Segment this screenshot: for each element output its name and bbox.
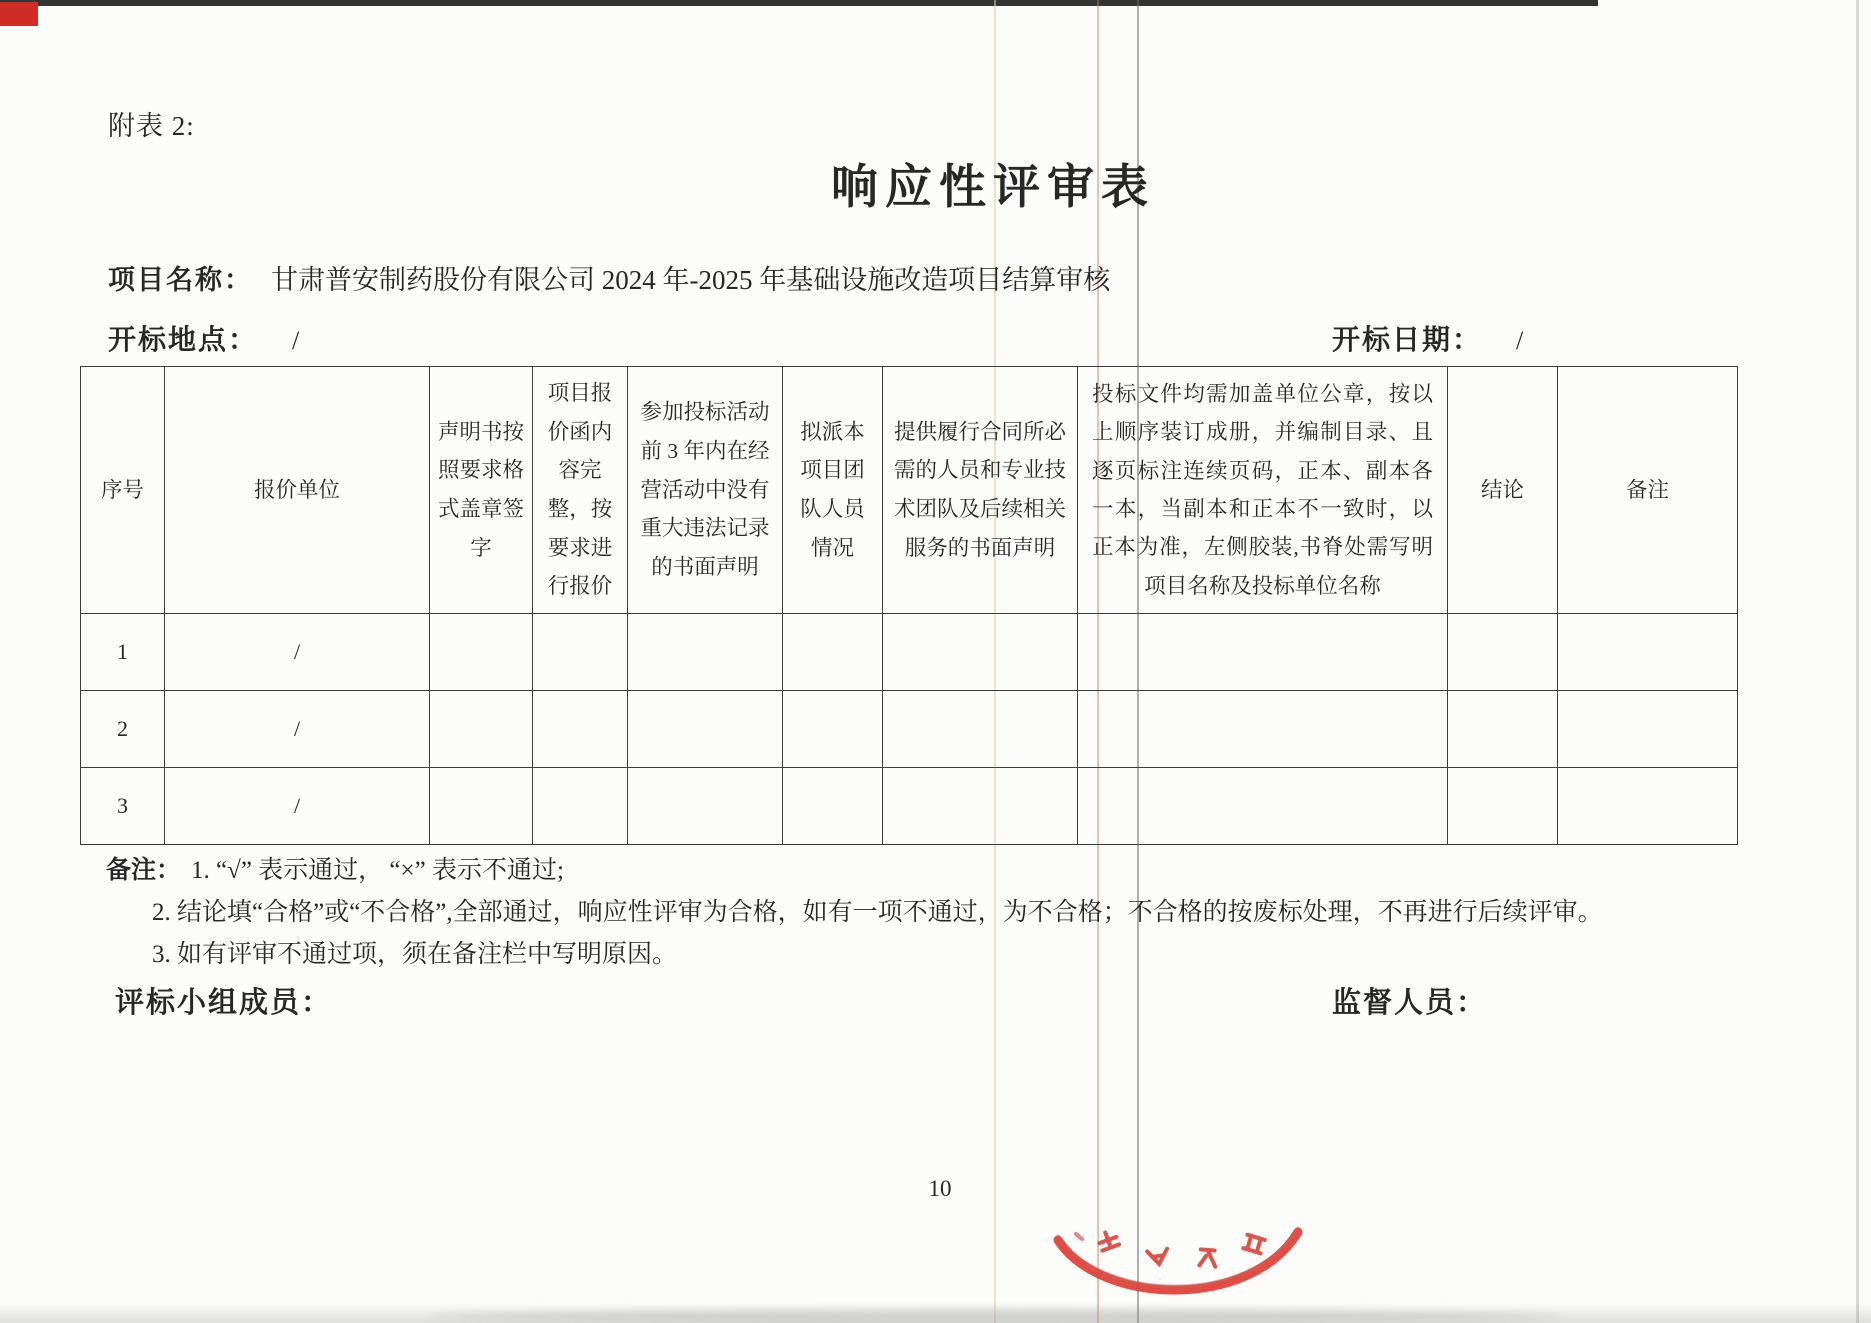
cell-empty bbox=[883, 691, 1078, 768]
cell-empty bbox=[628, 768, 783, 845]
cell-empty bbox=[1558, 614, 1738, 691]
bid-date-value: / bbox=[1516, 326, 1524, 355]
bid-location-value: / bbox=[292, 326, 300, 355]
cell-empty bbox=[1078, 768, 1448, 845]
col-header-personnel-statement: 提供履行合同所必需的人员和专业技术团队及后续相关服务的书面声明 bbox=[883, 367, 1078, 614]
col-header-project-team: 拟派本项目团队人员情况 bbox=[783, 367, 883, 614]
scan-top-edge bbox=[0, 0, 1598, 6]
scan-red-corner-mark bbox=[0, 2, 38, 26]
col-header-remarks: 备注 bbox=[1558, 367, 1738, 614]
cell-empty bbox=[533, 768, 628, 845]
table-row bbox=[81, 614, 1738, 691]
cell-empty bbox=[883, 614, 1078, 691]
review-table-wrap bbox=[80, 366, 1738, 845]
cell-empty bbox=[430, 691, 533, 768]
cell-seq: 2 bbox=[81, 691, 165, 768]
col-header-seq: 序号 bbox=[81, 367, 165, 614]
notes-label: 备注： bbox=[106, 857, 182, 884]
cell-empty bbox=[783, 768, 883, 845]
cell-seq: 1 bbox=[81, 614, 165, 691]
cell-empty bbox=[628, 614, 783, 691]
col-header-bidder: 报价单位 bbox=[165, 367, 430, 614]
responsiveness-review-table bbox=[80, 366, 1738, 845]
cell-empty bbox=[430, 614, 533, 691]
bid-date-line bbox=[1332, 318, 1523, 358]
cell-empty bbox=[430, 768, 533, 845]
table-header-row bbox=[81, 367, 1738, 614]
note-item-1: 1. “√” 表示通过， “×” 表示不通过; bbox=[191, 857, 564, 884]
cell-empty bbox=[628, 691, 783, 768]
page-number: 10 bbox=[928, 1176, 952, 1201]
cell-empty bbox=[1448, 691, 1558, 768]
bid-location-line bbox=[108, 318, 299, 358]
cell-empty bbox=[533, 691, 628, 768]
page-title: 响应性评审表 bbox=[831, 162, 1155, 214]
cell-empty bbox=[1078, 691, 1448, 768]
cell-empty bbox=[783, 614, 883, 691]
cell-empty bbox=[783, 691, 883, 768]
cell-bidder: / bbox=[165, 614, 430, 691]
table-row bbox=[81, 691, 1738, 768]
footnotes bbox=[106, 850, 1603, 976]
note-line-3: 3. 如有评审不通过项，须在备注栏中写明原因。 bbox=[152, 941, 678, 968]
table-row bbox=[81, 768, 1738, 845]
cell-seq: 3 bbox=[81, 768, 165, 845]
cell-empty bbox=[1558, 768, 1738, 845]
col-header-binding-requirements: 投标文件均需加盖单位公章，按以上顺序装订成册，并编制目录、且逐页标注连续页码，正本、副本各一本，当副本和正本不一致时，以正本为准，左侧胶装,书脊处需写明项目名称及投标单位名称 bbox=[1078, 367, 1448, 614]
scan-bottom-edge bbox=[0, 1303, 1871, 1323]
cell-empty bbox=[1448, 768, 1558, 845]
project-name-line bbox=[108, 258, 1110, 297]
col-header-quotation-complete: 项目报价函内容完整，按要求进行报价 bbox=[533, 367, 628, 614]
project-name-label: 项目名称： bbox=[108, 265, 253, 295]
evaluation-committee-signature-label: 评标小组成员： bbox=[115, 987, 333, 1019]
cell-bidder: / bbox=[165, 691, 430, 768]
note-line-2: 2. 结论填“合格”或“不合格”,全部通过，响应性评审为合格，如有一项不通过，为不合格；不合格的按废标处理，不再进行后续评审。 bbox=[152, 899, 1603, 926]
cell-empty bbox=[1558, 691, 1738, 768]
bid-date-label: 开标日期： bbox=[1332, 325, 1483, 356]
col-header-statement-format: 声明书按照要求格式盖章签字 bbox=[430, 367, 533, 614]
cell-empty bbox=[1448, 614, 1558, 691]
attachment-label: 附表 2: bbox=[108, 111, 195, 141]
bid-location-label: 开标地点： bbox=[108, 325, 259, 356]
col-header-conclusion: 结论 bbox=[1448, 367, 1558, 614]
cell-empty bbox=[1078, 614, 1448, 691]
note-line-1 bbox=[106, 850, 1603, 892]
cell-bidder: / bbox=[165, 768, 430, 845]
supervisor-signature-label: 监督人员： bbox=[1332, 987, 1488, 1019]
project-name-value: 甘肃普安制药股份有限公司 2024 年-2025 年基础设施改造项目结算审核 bbox=[271, 265, 1111, 295]
cell-empty bbox=[533, 614, 628, 691]
cell-empty bbox=[883, 768, 1078, 845]
col-header-no-violation: 参加投标活动前 3 年内在经营活动中没有重大违法记录的书面声明 bbox=[628, 367, 783, 614]
